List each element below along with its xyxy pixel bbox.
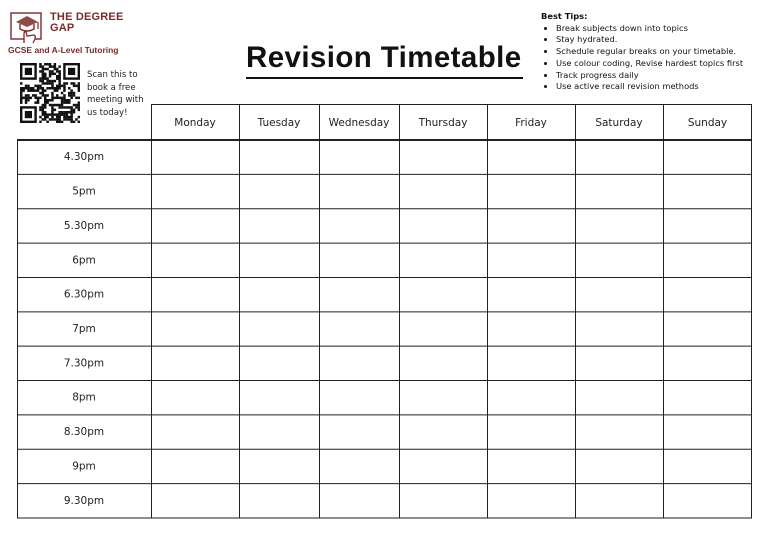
timetable-cell[interactable] [321, 382, 399, 414]
timetable-cell[interactable] [577, 382, 663, 414]
timetable-grid [17, 104, 753, 520]
timetable-cell[interactable] [401, 348, 487, 380]
timetable-cell[interactable] [577, 416, 663, 448]
timetable-cell[interactable] [321, 416, 399, 448]
timetable-cell[interactable] [489, 176, 575, 208]
time-label: 5.30pm [63, 219, 105, 232]
timetable-cell[interactable] [489, 279, 575, 311]
timetable-cell[interactable] [401, 451, 487, 483]
timetable-cell[interactable] [665, 313, 752, 345]
timetable-cell[interactable] [665, 142, 752, 174]
brand-tagline: GCSE and A-Level Tutoring [8, 45, 119, 55]
timetable-cell[interactable] [241, 176, 319, 208]
day-header: Thursday [418, 117, 468, 129]
timetable-cell[interactable] [241, 210, 319, 242]
timetable-cell[interactable] [321, 348, 399, 380]
time-label: 6pm [72, 254, 96, 267]
day-header: Wednesday [328, 117, 390, 129]
timetable-cell[interactable] [241, 485, 319, 517]
timetable-cell[interactable] [401, 210, 487, 242]
timetable-cell[interactable] [401, 416, 487, 448]
qr-caption: Scan this to book a free meeting with us today! [87, 70, 144, 118]
tip-item: • Stay hydrated. [556, 34, 766, 46]
time-label: 7pm [72, 323, 96, 335]
timetable-cell[interactable] [241, 142, 319, 174]
timetable-cell[interactable] [321, 210, 399, 242]
timetable-cell[interactable] [153, 176, 239, 208]
timetable-cell[interactable] [401, 382, 487, 414]
time-label: 7.30pm [63, 357, 105, 370]
timetable-cell[interactable] [577, 451, 663, 483]
timetable-cell[interactable] [665, 279, 752, 311]
timetable-cell[interactable] [577, 279, 663, 311]
timetable-cell[interactable] [577, 210, 663, 242]
timetable-cell[interactable] [321, 451, 399, 483]
timetable-cell[interactable] [577, 348, 663, 380]
timetable-cell[interactable] [241, 348, 319, 380]
tips-heading: Best Tips: [541, 11, 588, 21]
brand-name: THE DEGREE GAP [50, 11, 124, 34]
timetable-cell[interactable] [665, 382, 752, 414]
timetable-cell[interactable] [665, 485, 752, 517]
timetable-cell[interactable] [153, 451, 239, 483]
timetable-cell[interactable] [153, 485, 239, 517]
timetable-cell[interactable] [153, 416, 239, 448]
timetable-cell[interactable] [241, 416, 319, 448]
timetable-cell[interactable] [241, 313, 319, 345]
timetable-cell[interactable] [321, 313, 399, 345]
timetable-cell[interactable] [401, 142, 487, 174]
timetable-cell[interactable] [489, 416, 575, 448]
tips-panel [541, 11, 766, 93]
day-header: Tuesday [257, 117, 301, 129]
time-label: 8.30pm [63, 426, 105, 439]
timetable-cell[interactable] [489, 142, 575, 174]
timetable-cell[interactable] [153, 279, 239, 311]
timetable-cell[interactable] [321, 176, 399, 208]
tip-item: • Use active recall revision methods [556, 81, 766, 93]
time-label: 8pm [72, 391, 96, 404]
timetable-cell[interactable] [401, 176, 487, 208]
timetable-cell[interactable] [489, 485, 575, 517]
timetable-cell[interactable] [241, 279, 319, 311]
day-header: Monday [174, 117, 216, 129]
timetable-cell[interactable] [577, 245, 663, 277]
timetable-cell[interactable] [241, 245, 319, 277]
timetable-cell[interactable] [489, 348, 575, 380]
timetable-cell[interactable] [401, 313, 487, 345]
timetable-cell[interactable] [153, 348, 239, 380]
time-label: 9.30pm [63, 494, 105, 507]
time-label: 4.30pm [63, 151, 105, 164]
tip-item: • Break subjects down into topics [556, 23, 766, 35]
timetable-cell[interactable] [321, 142, 399, 174]
day-header: Sunday [687, 117, 728, 129]
timetable-cell[interactable] [489, 210, 575, 242]
timetable-cell[interactable] [665, 176, 752, 208]
timetable-cell[interactable] [577, 485, 663, 517]
timetable-cell[interactable] [153, 142, 239, 174]
tip-item: • Schedule regular breaks on your timetable. [556, 46, 766, 58]
timetable-cell[interactable] [241, 382, 319, 414]
timetable-cell[interactable] [489, 382, 575, 414]
time-label: 6.30pm [63, 288, 105, 301]
timetable-cell[interactable] [401, 485, 487, 517]
timetable-cell[interactable] [321, 245, 399, 277]
page-title: Revision Timetable [246, 41, 522, 74]
timetable-cell[interactable] [321, 485, 399, 517]
timetable-cell[interactable] [665, 348, 752, 380]
tip-item: • Use colour coding, Revise hardest topics first [556, 58, 766, 70]
timetable-cell[interactable] [489, 451, 575, 483]
title-underline [246, 77, 523, 79]
day-header: Saturday [595, 117, 643, 129]
timetable-cell[interactable] [401, 279, 487, 311]
timetable-cell[interactable] [665, 451, 752, 483]
timetable-cell[interactable] [665, 416, 752, 448]
time-label: 5pm [72, 185, 96, 198]
timetable-cell[interactable] [665, 245, 752, 277]
timetable-cell[interactable] [665, 210, 752, 242]
timetable-cell[interactable] [153, 382, 239, 414]
timetable-cell[interactable] [153, 210, 239, 242]
timetable-cell[interactable] [577, 313, 663, 345]
timetable-cell[interactable] [153, 313, 239, 345]
time-label: 9pm [72, 460, 96, 473]
graduation-cap-hand-icon [10, 10, 46, 44]
tips-list [541, 23, 766, 93]
timetable-cell[interactable] [577, 142, 663, 174]
timetable-cell[interactable] [321, 279, 399, 311]
timetable-cell[interactable] [489, 313, 575, 345]
tip-item: • Track progress daily [556, 70, 766, 82]
timetable-cell[interactable] [153, 245, 239, 277]
timetable-cell[interactable] [241, 451, 319, 483]
timetable-cell[interactable] [401, 245, 487, 277]
timetable-cell[interactable] [577, 176, 663, 208]
day-header: Friday [515, 117, 547, 129]
timetable-cell[interactable] [489, 245, 575, 277]
